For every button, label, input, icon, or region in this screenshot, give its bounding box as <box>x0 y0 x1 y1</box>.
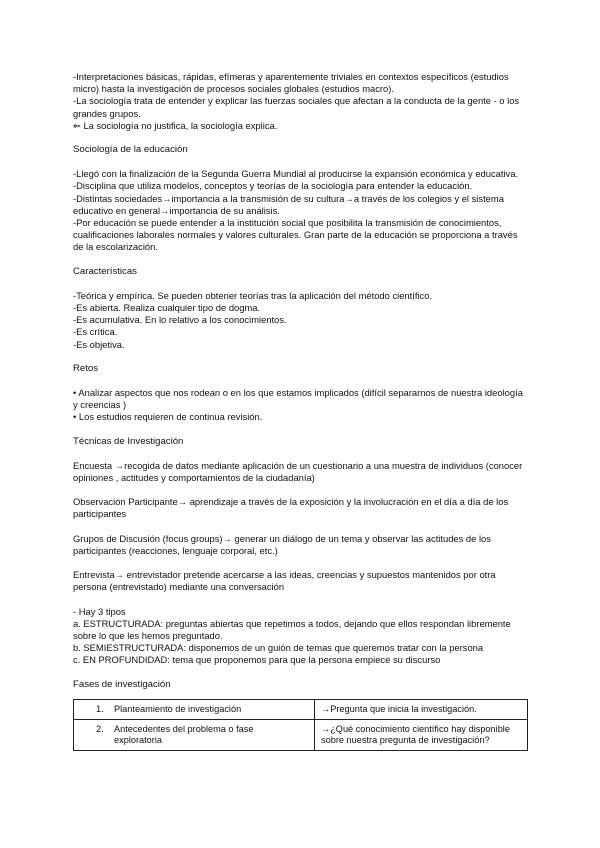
educacion-section <box>73 168 528 253</box>
intro-line: -Interpretaciones básicas, rápidas, efímeras y aparentemente triviales en contextos específicos (estudios micro) hasta la investigación de procesos sociales globales (estudios macro). <box>73 71 509 95</box>
fase-label: Antecedentes del problema o fase exploratoria <box>114 723 254 745</box>
tipo-item: b. SEMIESTRUCTURADA: disponemos de un guión de temas que queremos tratar con la persona <box>73 642 484 654</box>
intro-line: -La sociología trata de entender y explicar las fuerzas sociales que afectan a la conducta de la gente - o los grandes grupos. <box>73 95 520 119</box>
educacion-line: -Distintas sociedades→importancia a la transmisión de su cultura→a través de los colegios y el sistema educativo en general→importancia de su análisis. <box>73 192 504 216</box>
caracteristica-item: -Teórica y empírica. Se pueden obtener teorías tras la aplicación del método científico. <box>73 289 433 301</box>
table-row <box>74 699 528 719</box>
tecnica-observacion: Observación Participante→ aprendizaje a través de la exposición y la involucración en el día a día de los participantes <box>73 496 509 520</box>
tecnica-encuesta: Encuesta →recogida de datos mediante aplicación de un cuestionario a una muestra de individuos (conocer opiniones , actitudes y comportamientos de la ciudadanía) <box>73 459 523 484</box>
tecnica-grupos: Grupos de Discusión (focus groups)→ generar un diálogo de un tema y observar las actitudes de los participantes (reacciones, lenguaje corporal, etc.) <box>73 532 491 556</box>
fase-cell <box>74 699 315 719</box>
heading-tecnicas: Técnicas de Investigación <box>73 435 184 447</box>
tipo-item: - Hay 3 tipos <box>73 605 126 617</box>
entrevista-tipos <box>73 606 528 667</box>
tipo-item: a. ESTRUCTURADA: preguntas abiertas que repetimos a todos, dejando que ellos respondan libremente sobre lo que les hemos preguntado. <box>73 617 511 641</box>
educacion-line: -Por educación se puede entender a la institución social que posibilita la transmisión de conocimientos, cualificaciones laborales normales y valores culturales. Gran parte de la educación se proporciona a través de la escolarización. <box>73 217 518 253</box>
reto-item: • Los estudios requieren de continua revisión. <box>73 411 263 423</box>
heading-retos: Retos <box>73 362 99 374</box>
fase-number: 1. <box>96 703 104 714</box>
intro-section <box>73 71 528 132</box>
caracteristica-item: -Es crítica. <box>73 326 118 338</box>
caracteristica-item: -Es acumulativa. En lo relativo a los conocimientos. <box>73 314 287 326</box>
heading-caracteristicas: Características <box>73 265 137 277</box>
retos-section <box>73 387 528 424</box>
educacion-line: -Llegó con la finalización de la Segunda Guerra Mundial al producirse la expansión económica y educativa. <box>73 168 519 180</box>
caracteristica-item: -Es abierta. Realiza cualquier tipo de dogma. <box>73 302 261 314</box>
educacion-line: -Disciplina que utiliza modelos, conceptos y teorías de la sociología para entender la educación. <box>73 180 473 192</box>
fase-number: 2. <box>96 723 104 734</box>
heading-sociologia-educacion: Sociología de la educación <box>73 144 188 156</box>
fase-label: Planteamiento de investigación <box>114 703 242 714</box>
fase-description: →Pregunta que inicia la investigación. <box>315 699 528 719</box>
intro-line: ⇐ La sociología no justifica, la sociología explica. <box>73 119 278 131</box>
table-row <box>74 719 528 750</box>
heading-fases: Fases de investigación <box>73 678 171 690</box>
caracteristica-item: -Es objetiva. <box>73 338 125 350</box>
tipo-item: c. EN PROFUNDIDAD: tema que proponemos para que la persona empiece su discurso <box>73 654 441 666</box>
tecnica-entrevista: Entrevista→ entrevistador pretende acercarse a las ideas, creencias y supuestos mantenidos por otra persona (entrevistado) mediante una conversación <box>73 569 496 593</box>
document-page <box>73 71 528 751</box>
caracteristicas-section <box>73 290 528 351</box>
fase-cell <box>74 719 315 750</box>
fase-description: →¿Qué conocimiento científico hay disponible sobre nuestra pregunta de investigación? <box>315 719 528 750</box>
reto-item: • Analizar aspectos que nos rodean o en los que estamos implicados (difícil separarnos de nuestra ideología y creencias ) <box>73 387 523 411</box>
fases-table <box>73 699 528 751</box>
